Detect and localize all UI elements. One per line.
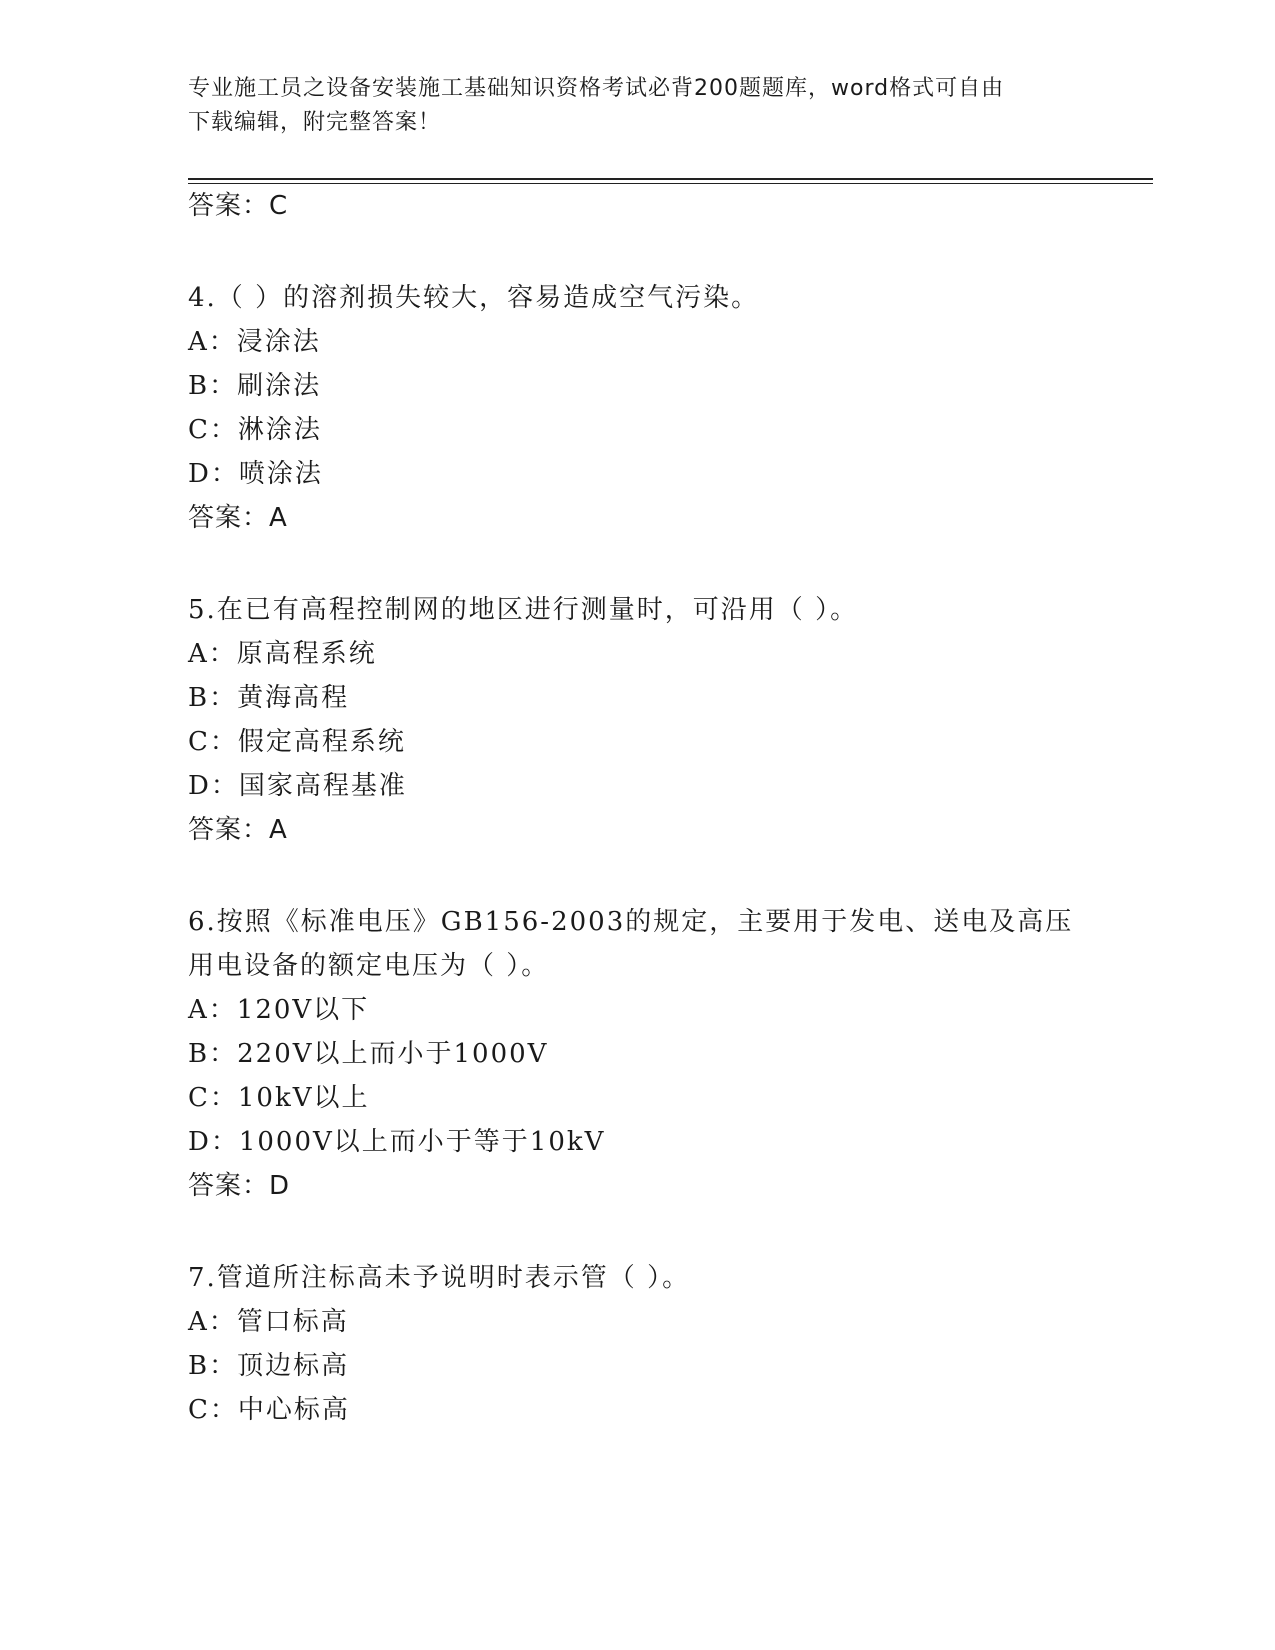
header-title-line-2: 下载编辑，附完整答案！ (188, 110, 442, 135)
question-5-option-d: D：国家高程基准 (188, 771, 407, 801)
answer-q3: 答案：C (188, 191, 289, 221)
document-header (188, 72, 1088, 140)
question-7-option-a: A：管口标高 (188, 1307, 349, 1337)
question-7-option-c: C：中心标高 (188, 1395, 350, 1425)
question-5-option-c: C：假定高程系统 (188, 727, 406, 757)
question-4-option-d: D：喷涂法 (188, 459, 323, 489)
header-rule-thin (188, 183, 1153, 184)
question-5-option-a: A：原高程系统 (188, 639, 377, 669)
header-rule-thick (188, 178, 1153, 180)
question-4-option-a: A：浸涂法 (188, 327, 321, 357)
question-4-option-b: B：刷涂法 (188, 371, 322, 401)
question-6-option-d: D：1000V以上而小于等于10kV (188, 1127, 606, 1157)
question-6-option-a: A：120V以下 (188, 995, 370, 1025)
question-4-answer: 答案：A (188, 503, 288, 533)
header-title-line-1: 专业施工员之设备安装施工基础知识资格考试必背200题题库，word格式可自由 (188, 76, 1005, 101)
question-6-option-c: C：10kV以上 (188, 1083, 370, 1113)
question-7-stem: 7.管道所注标高未予说明时表示管（ ）。 (188, 1263, 691, 1293)
question-7-option-b: B：顶边标高 (188, 1351, 350, 1381)
question-6-answer: 答案：D (188, 1171, 291, 1201)
question-6-stem-line-2: 用电设备的额定电压为（ ）。 (188, 951, 550, 981)
question-5-answer: 答案：A (188, 815, 288, 845)
question-6-stem-line-1: 6.按照《标准电压》GB156-2003的规定，主要用于发电、送电及高压 (188, 907, 1074, 937)
question-5-option-b: B：黄海高程 (188, 683, 350, 713)
question-4-stem: 4.（ ）的溶剂损失较大，容易造成空气污染。 (188, 283, 760, 313)
question-4-option-c: C：淋涂法 (188, 415, 322, 445)
question-6-option-b: B：220V以上而小于1000V (188, 1039, 549, 1069)
question-5-stem: 5.在已有高程控制网的地区进行测量时，可沿用（ ）。 (188, 595, 859, 625)
